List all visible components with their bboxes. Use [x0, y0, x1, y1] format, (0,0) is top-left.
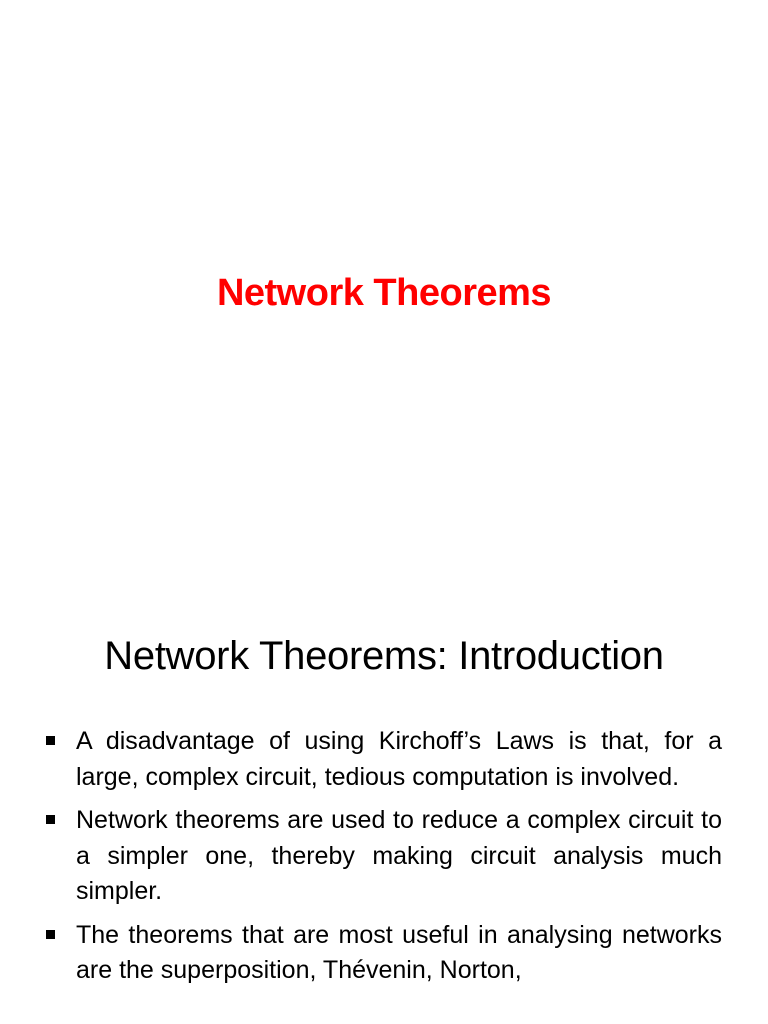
slide-title: Network Theorems [216, 272, 552, 314]
introduction-slide [0, 576, 768, 1024]
bullet-text: The theorems that are most useful in analysing networks are the superposition, Thévenin, Norton, [76, 920, 722, 984]
bullet-list [46, 724, 722, 997]
bullet-item [46, 918, 722, 989]
square-bullet-icon [46, 930, 55, 939]
bullet-item [46, 724, 722, 795]
bullet-text: A disadvantage of using Kirchoff’s Laws is that, for a large, complex circuit, tedious computation is involved. [76, 727, 722, 791]
square-bullet-icon [46, 815, 55, 824]
bullet-item [46, 803, 722, 910]
square-bullet-icon [46, 736, 55, 745]
bullet-text: Network theorems are used to reduce a complex circuit to a simpler one, thereby making circuit analysis much simpler. [76, 806, 722, 905]
slide-heading: Network Theorems: Introduction [104, 634, 664, 678]
